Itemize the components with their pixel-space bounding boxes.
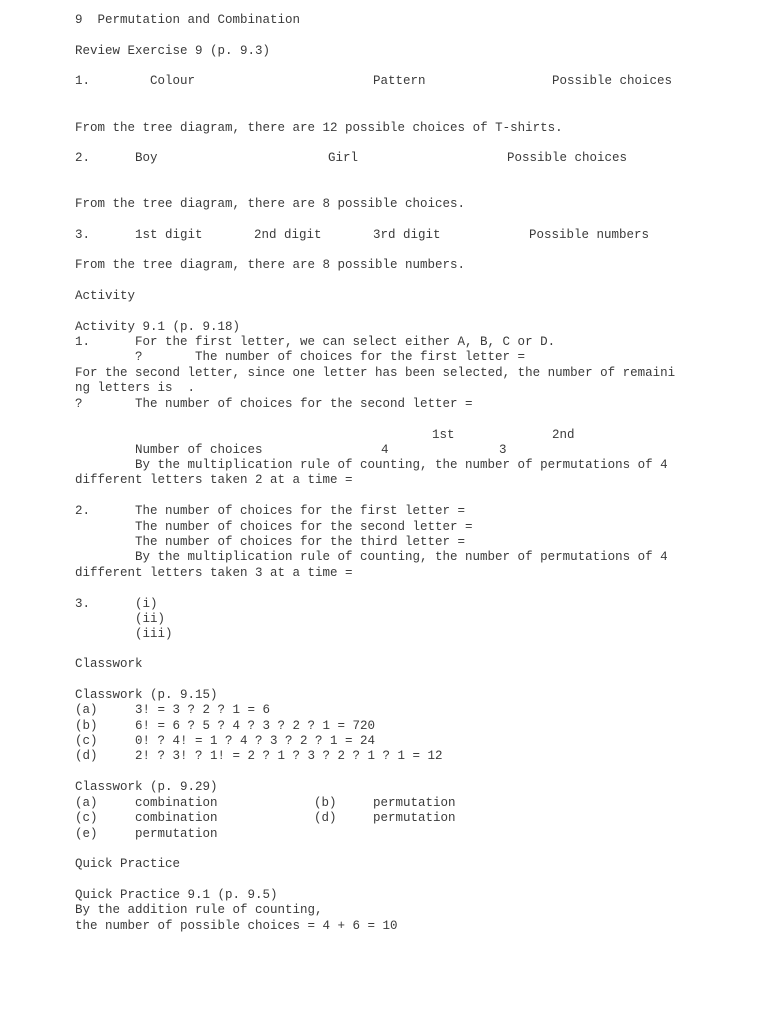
- act-q1-line5: The number of choices for the second letter =: [135, 397, 473, 411]
- cw2-title: Classwork (p. 9.29): [75, 780, 218, 794]
- cw2-text-a: combination: [135, 796, 218, 810]
- q2-conclusion: From the tree diagram, there are 8 possible choices.: [75, 197, 466, 211]
- act-q2-line3: The number of choices for the third letter =: [135, 535, 466, 549]
- act-q1-line7: different letters taken 2 at a time =: [75, 473, 353, 487]
- cw2-text-e: permutation: [135, 827, 218, 841]
- value-1st: 4: [381, 443, 389, 457]
- cw2-label-a: (a): [75, 796, 98, 810]
- q2-col-choices: Possible choices: [507, 151, 628, 165]
- cw1-title: Classwork (p. 9.15): [75, 688, 218, 702]
- q1-col-colour: Colour: [150, 74, 196, 88]
- cw1-text-b: 6! = 6 ? 5 ? 4 ? 3 ? 2 ? 1 = 720: [135, 719, 376, 733]
- therefore-symbol: ?: [75, 397, 83, 411]
- row-label-choices: Number of choices: [135, 443, 263, 457]
- q1-col-choices: Possible choices: [552, 74, 673, 88]
- classwork-heading: Classwork: [75, 657, 143, 671]
- cw1-label-b: (b): [75, 719, 98, 733]
- q1-number: 1.: [75, 74, 91, 88]
- q3-col-3rd-digit: 3rd digit: [373, 228, 441, 242]
- act-q2-line4: By the multiplication rule of counting, the number of permutations of 4: [135, 550, 668, 564]
- cw1-label-a: (a): [75, 703, 98, 717]
- cw1-text-c: 0! ? 4! = 1 ? 4 ? 3 ? 2 ? 1 = 24: [135, 734, 376, 748]
- act-q1-line6: By the multiplication rule of counting, the number of permutations of 4: [135, 458, 668, 472]
- quick-title: Quick Practice 9.1 (p. 9.5): [75, 888, 278, 902]
- q1-col-pattern: Pattern: [373, 74, 426, 88]
- cw2-label-b: (b): [314, 796, 337, 810]
- review-title: Review Exercise 9 (p. 9.3): [75, 44, 271, 58]
- q3-col-1st-digit: 1st digit: [135, 228, 203, 242]
- cw2-label-d: (d): [314, 811, 337, 825]
- act-q1-line3: For the second letter, since one letter has been selected, the number of remaini: [75, 366, 676, 380]
- therefore-symbol: ?: [135, 350, 143, 364]
- act-q1-line4: ng letters is .: [75, 381, 196, 395]
- col-header-1st: 1st: [432, 428, 455, 442]
- activity-title: Activity 9.1 (p. 9.18): [75, 320, 241, 334]
- q3-number: 3.: [75, 228, 91, 242]
- act-q1-line1: For the first letter, we can select either A, B, C or D.: [135, 335, 556, 349]
- cw1-text-d: 2! ? 3! ? 1! = 2 ? 1 ? 3 ? 2 ? 1 ? 1 = 12: [135, 749, 443, 763]
- act-q3-iii: (iii): [135, 627, 173, 641]
- q3-conclusion: From the tree diagram, there are 8 possible numbers.: [75, 258, 466, 272]
- quick-line2: the number of possible choices = 4 + 6 = 10: [75, 919, 398, 933]
- chapter-title: 9 Permutation and Combination: [75, 13, 301, 27]
- act-q2-line1: The number of choices for the first letter =: [135, 504, 466, 518]
- cw2-text-c: combination: [135, 811, 218, 825]
- q3-col-2nd-digit: 2nd digit: [254, 228, 322, 242]
- act-q3-number: 3.: [75, 597, 91, 611]
- act-q3-i: (i): [135, 597, 158, 611]
- act-q2-number: 2.: [75, 504, 91, 518]
- act-q2-line5: different letters taken 3 at a time =: [75, 566, 353, 580]
- cw1-label-d: (d): [75, 749, 98, 763]
- act-q1-number: 1.: [75, 335, 91, 349]
- act-q2-line2: The number of choices for the second letter =: [135, 520, 473, 534]
- activity-heading: Activity: [75, 289, 136, 303]
- q3-col-possible-numbers: Possible numbers: [529, 228, 650, 242]
- act-q3-ii: (ii): [135, 612, 166, 626]
- cw1-text-a: 3! = 3 ? 2 ? 1 = 6: [135, 703, 271, 717]
- value-2nd: 3: [499, 443, 507, 457]
- q2-col-boy: Boy: [135, 151, 158, 165]
- q1-conclusion: From the tree diagram, there are 12 possible choices of T-shirts.: [75, 121, 563, 135]
- quick-line1: By the addition rule of counting,: [75, 903, 323, 917]
- cw2-label-e: (e): [75, 827, 98, 841]
- col-header-2nd: 2nd: [552, 428, 575, 442]
- q2-col-girl: Girl: [328, 151, 359, 165]
- quick-heading: Quick Practice: [75, 857, 181, 871]
- cw1-label-c: (c): [75, 734, 98, 748]
- act-q1-line2: The number of choices for the first letter =: [195, 350, 526, 364]
- q2-number: 2.: [75, 151, 91, 165]
- cw2-text-b: permutation: [373, 796, 456, 810]
- cw2-text-d: permutation: [373, 811, 456, 825]
- cw2-label-c: (c): [75, 811, 98, 825]
